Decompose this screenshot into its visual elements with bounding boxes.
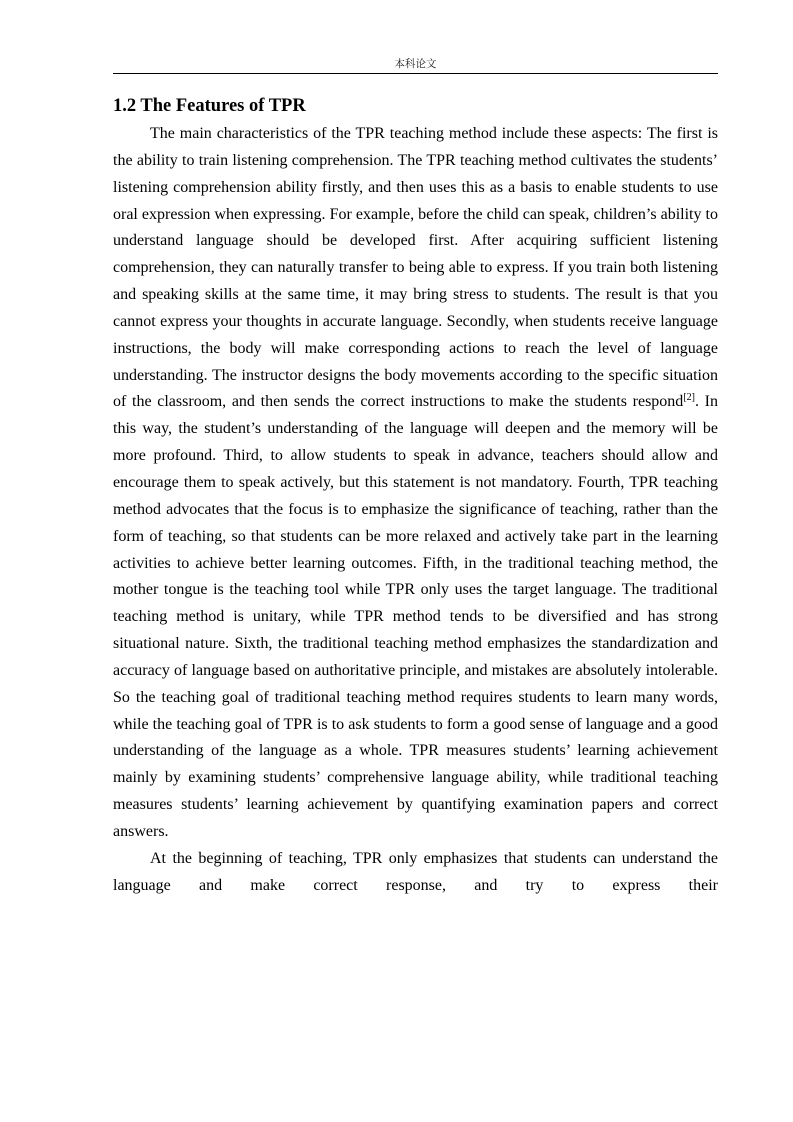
paragraph-2: At the beginning of teaching, TPR only emphasizes that students can understand the language and make correct response, and try to express their	[113, 849, 718, 894]
running-header: 本科论文	[394, 58, 437, 70]
header-rule	[113, 73, 718, 74]
paragraph-1-text-b: . In this way, the student’s understanding of the language will deepen and the memory will be more profound. Third, to allow students to speak in advance, teachers should allow and encourage them to speak actively, but this statement is not mandatory. Fourth, TPR teaching method advocates that the focus is to emphasize the significance of teaching, rather than the form of teaching, so that students can be more relaxed and actively take part in the learning activities to achieve better learning outcomes. Fifth, in the traditional teaching method, the mother tongue is the teaching tool while TPR only uses the target language. The traditional teaching method is unitary, while TPR method tends to be diversified and has strong situational nature. Sixth, the traditional teaching method emphasizes the standardization and accuracy of language based on authoritative principle, and mistakes are absolutely intolerable. So the teaching goal of traditional teaching method requires students to learn many words, while the teaching goal of TPR is to ask students to form a good sense of language and a good understanding of the language as a whole. TPR measures students’ learning achievement mainly by examining students’ comprehensive language ability, while traditional teaching measures students’ learning achievement by quantifying examination papers and correct answers.	[113, 393, 719, 840]
section-heading: 1.2 The Features of TPR	[113, 96, 306, 116]
citation-marker: [2]	[683, 392, 695, 404]
paragraph-1-text-a: The main characteristics of the TPR teaching method include these aspects: The first is the ability to train listening comprehension. The TPR teaching method cultivates the students’ listening comprehension ability firstly, and then uses this as a basis to enable students to use oral expression when expressing. For example, before the child can speak, children’s ability to understand language should be developed first. After acquiring sufficient listening comprehension, they can naturally transfer to being able to express. If you train both listening and speaking skills at the same time, it may bring stress to students. The result is that you cannot express your thoughts in accurate language. Secondly, when students receive language instructions, the body will make corresponding actions to reach the level of language understanding. The instructor designs the body movements according to the specific situation of the classroom, and then sends the correct instructions to make the students respond	[113, 125, 718, 411]
body-text	[113, 121, 718, 899]
paragraph-1	[113, 121, 718, 846]
